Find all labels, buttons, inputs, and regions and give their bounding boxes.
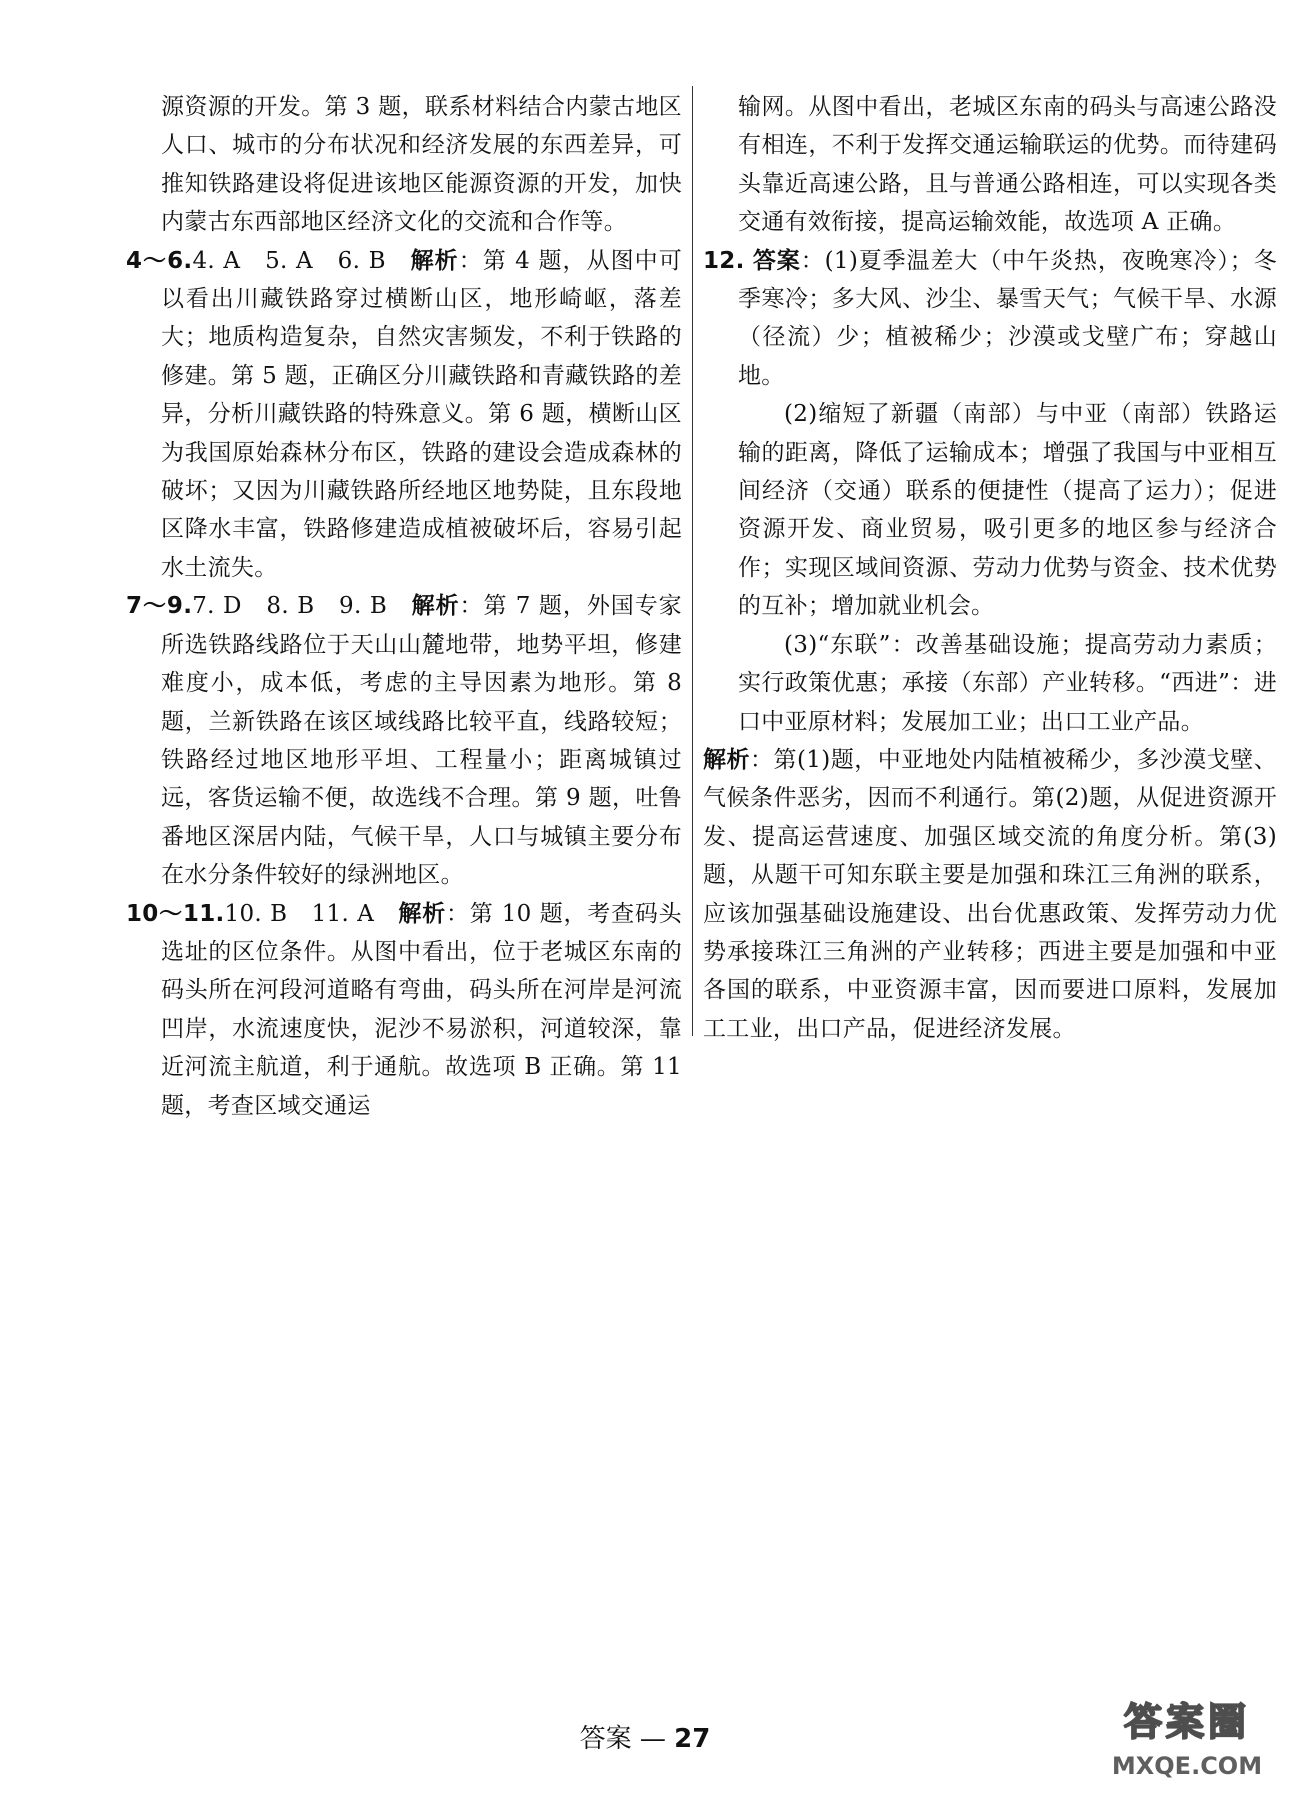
answer-keys: 7. D 8. B 9. B (192, 593, 412, 620)
analysis-text: ：第 10 题，考查码头选址的区位条件。从图中看出，位于老城区东南的码头所在河段河道略有弯曲，码头所在河岸是河流凹岸，水流速度快，泥沙不易淤积，河道较深，靠近河流主航道，利于通航。故选项 B 正确。第 11 题，考查区域交通运 (161, 900, 682, 1119)
analysis-label: 解析 (410, 247, 459, 274)
question-number: 10～11. (126, 900, 225, 927)
watermark-top-text: 答案圈 (1123, 1700, 1250, 1744)
analysis-text: ：第(1)题，中亚地处内陆植被稀少，多沙漠戈壁、气候条件恶劣，因而不利通行。第(2)题，从促进资源开发、提高运营速度、加强区域交流的角度分析。第(3)题，从题干可知东联主要是加强和珠江三角洲的联系，应该加强基础设施建设、出台优惠政策、发挥劳动力优势承接珠江三角洲的产业转移；西进主要是加强和中亚各国的联系，中亚资源丰富，因而要进口原料，发展加工工业，出口产品，促进经济发展。 (703, 746, 1278, 1042)
footer-label: 答案 — (579, 1724, 675, 1754)
analysis-text: ：第 7 题，外国专家所选铁路线路位于天山山麓地带，地势平坦，修建难度小，成本低，考虑的主导因素为地形。第 8 题，兰新铁路在该区域线路比较平直，线路较短；铁路经过地区地形平坦、工程量小；距离城镇过远，客货运输不便，故选线不合理。第 9 题，吐鲁番地区深居内陆，气候干旱，人口与城镇主要分布在水分条件较好的绿洲地区。 (161, 593, 682, 889)
question-block (126, 895, 682, 1125)
answer-part-1 (703, 242, 1277, 396)
question-7-9 (126, 587, 682, 894)
question-12 (703, 242, 1277, 1049)
answer-text: ：(1)夏季温差大（中午炎热，夜晚寒冷）；冬季寒冷；多大风、沙尘、暴雪天气；气候干旱、水源（径流）少；植被稀少；沙漠或戈壁广布；穿越山地。 (738, 247, 1277, 389)
question-4-6 (126, 242, 682, 588)
continued-paragraph (703, 88, 1277, 242)
left-column (126, 88, 682, 1125)
answer-keys: 4. A 5. A 6. B (192, 247, 411, 274)
answer-keys: 10. B 11. A (224, 900, 399, 927)
paragraph-text: 输网。从图中看出，老城区东南的码头与高速公路没有相连，不利于发挥交通运输联运的优势。而待建码头靠近高速公路，且与普通公路相连，可以实现各类交通有效衔接，提高运输效能，故选项 A 正确。 (738, 94, 1277, 236)
answer-part-3: (3)“东联”：改善基础设施；提高劳动力素质；实行政策优惠；承接（东部）产业转移。“西进”：进口中亚原材料；发展加工业；出口工业产品。 (738, 631, 1277, 735)
analysis-label: 解析 (703, 746, 751, 773)
right-column (703, 88, 1277, 1048)
paragraph-text: 源资源的开发。第 3 题，联系材料结合内蒙古地区人口、城市的分布状况和经济发展的东西差异，可推知铁路建设将促进该地区能源资源的开发，加快内蒙古东西部地区经济文化的交流和合作等。 (161, 94, 682, 236)
question-number: 12. (703, 247, 745, 274)
question-block (126, 587, 682, 894)
question-number: 7～9. (126, 593, 193, 620)
analysis-block (703, 741, 1277, 1048)
question-10-11 (126, 895, 682, 1125)
analysis-label: 解析 (398, 900, 447, 927)
answer-part-2: (2)缩短了新疆（南部）与中亚（南部）铁路运输的距离，降低了运输成本；增强了我国与中亚相互间经济（交通）联系的便捷性（提高了运力）；促进资源开发、商业贸易，吸引更多的地区参与经济合作；实现区域间资源、劳动力优势与资金、技术优势的互补；增加就业机会。 (738, 401, 1277, 620)
continued-paragraph (126, 88, 682, 242)
analysis-label: 解析 (411, 593, 460, 620)
page-number: 27 (674, 1724, 711, 1754)
answer-label: 答案 (752, 247, 801, 274)
page-footer (0, 1718, 1290, 1755)
analysis-text: ：第 4 题，从图中可以看出川藏铁路穿过横断山区，地形崎岖，落差大；地质构造复杂，自然灾害频发，不利于铁路的修建。第 5 题，正确区分川藏铁路和青藏铁路的差异，分析川藏铁路的特殊意义。第 6 题，横断山区为我国原始森林分布区，铁路的建设会造成森林的破坏；又因为川藏铁路所经地区地势陡，且东段地区降水丰富，铁路修建造成植被破坏后，容易引起水土流失。 (161, 247, 683, 581)
column-divider (692, 86, 693, 1036)
watermark-url: MXQE.COM (1111, 1752, 1263, 1780)
question-block (126, 242, 682, 588)
watermark-logo (1108, 1698, 1266, 1784)
question-number: 4～6. (126, 247, 193, 274)
